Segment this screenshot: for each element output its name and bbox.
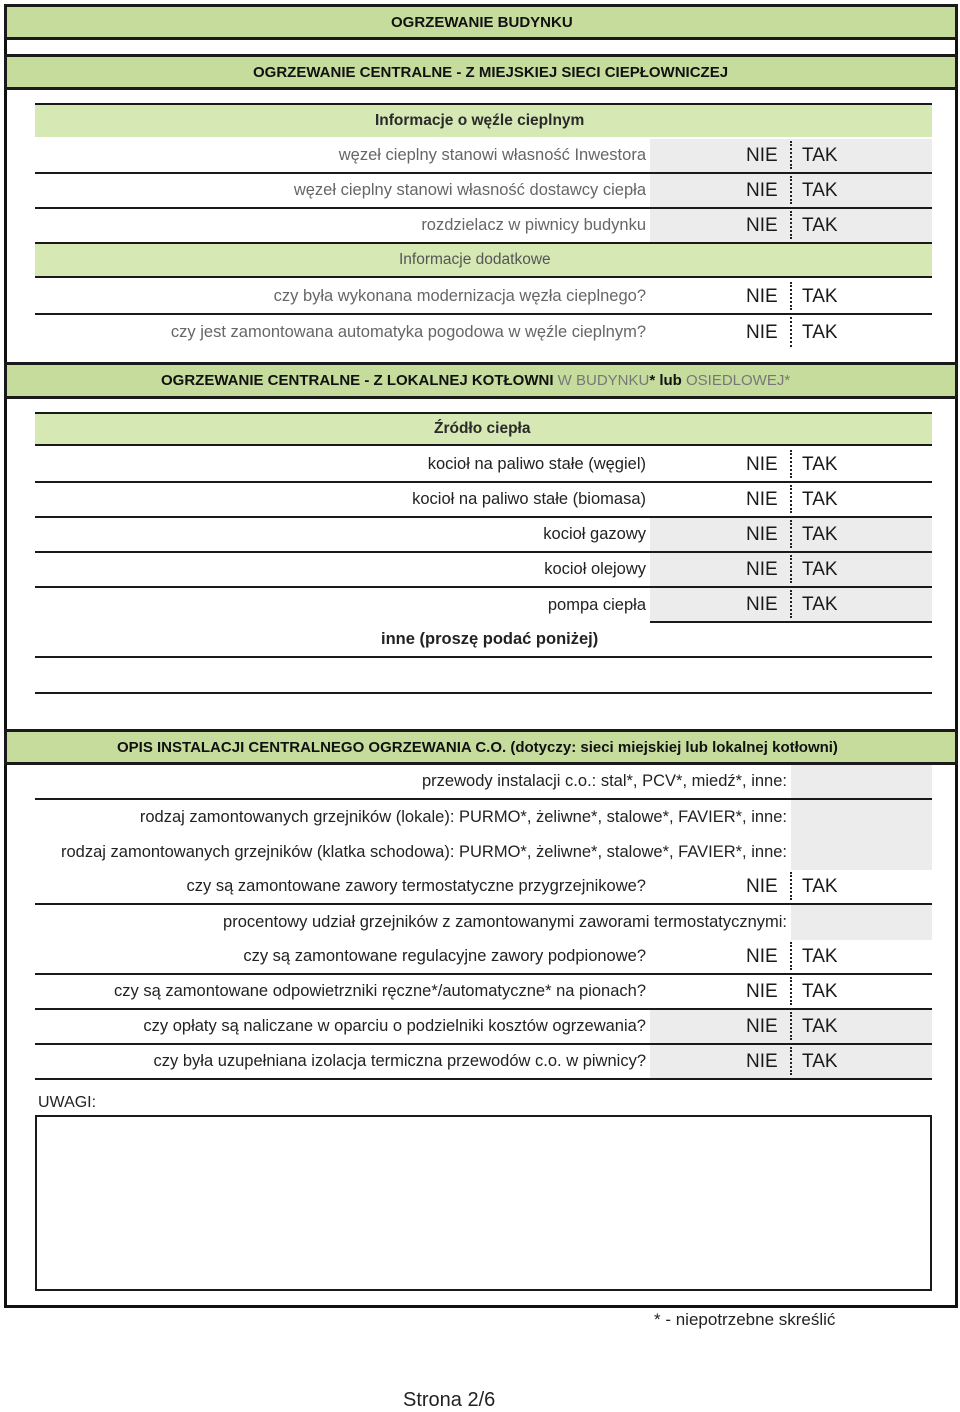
option-no[interactable]: NIE [746, 453, 778, 475]
yes-no-choice[interactable] [650, 139, 932, 174]
question-label: czy są zamontowane odpowietrzniki ręczne*/automatyczne* na pionach? [35, 975, 650, 1010]
remarks-label: UWAGI: [38, 1094, 97, 1111]
yes-no-choice[interactable] [650, 1010, 932, 1045]
question-label: czy była uzupełniana izolacja termiczna przewodów c.o. w piwnicy? [35, 1045, 650, 1080]
option-no[interactable]: NIE [746, 523, 778, 545]
yes-no-choice[interactable] [650, 174, 932, 209]
heat-source-label: kocioł na paliwo stałe (biomasa) [35, 483, 650, 518]
question-label: czy są zamontowane zawory termostatyczne przygrzejnikowe? [35, 870, 650, 905]
option-no[interactable]: NIE [746, 1015, 778, 1037]
question-label: węzeł cieplny stanowi własność dostawcy ciepła [35, 174, 650, 209]
other-source-input[interactable] [35, 660, 932, 694]
section-installation-title: OPIS INSTALACJI CENTRALNEGO OGRZEWANIA C.O. (dotyczy: sieci miejskiej lub lokalnej kotłowni) [117, 738, 838, 756]
heat-source-label: pompa ciepła [547, 596, 646, 614]
option-no[interactable]: NIE [746, 558, 778, 580]
option-yes[interactable]: TAK [802, 980, 838, 1002]
section-city-heating-header [4, 54, 958, 90]
yes-no-choice[interactable] [650, 315, 932, 350]
heat-source-header [35, 412, 932, 446]
section-local-boiler-title: OGRZEWANIE CENTRALNE - Z LOKALNEJ KOTŁOWNI W BUDYNKU* lub OSIEDLOWEJ* [161, 372, 791, 389]
option-no[interactable]: NIE [746, 214, 778, 236]
option-yes[interactable]: TAK [802, 321, 838, 343]
additional-info-header [35, 244, 932, 278]
heat-source-label: kocioł na paliwo stałe (węgiel) [35, 448, 650, 483]
yes-no-choice[interactable] [650, 1045, 932, 1080]
option-yes[interactable]: TAK [802, 558, 838, 580]
option-yes[interactable]: TAK [802, 179, 838, 201]
heat-node-info-header [35, 103, 932, 137]
section-installation-header [4, 729, 958, 765]
yes-no-choice[interactable] [650, 588, 932, 623]
question-label: czy opłaty są naliczane w oparciu o podzielniki kosztów ogrzewania? [35, 1010, 650, 1045]
valves-percent-input[interactable] [791, 905, 932, 940]
question-label: rozdzielacz w piwnicy budynku [35, 209, 650, 244]
option-no[interactable]: NIE [746, 285, 778, 307]
option-no[interactable]: NIE [746, 593, 778, 615]
section-local-boiler-header [4, 362, 958, 399]
yes-no-choice[interactable] [650, 518, 932, 553]
remarks-textarea[interactable] [35, 1115, 932, 1291]
yes-no-choice[interactable] [650, 209, 932, 244]
page-title: OGRZEWANIE BUDYNKU [391, 13, 573, 31]
option-yes[interactable]: TAK [802, 1050, 838, 1072]
option-no[interactable]: NIE [746, 179, 778, 201]
yes-no-choice[interactable] [650, 280, 932, 315]
option-no[interactable]: NIE [746, 945, 778, 967]
heat-node-info-title: Informacje o węźle cieplnym [375, 112, 585, 129]
option-no[interactable]: NIE [746, 488, 778, 510]
option-no[interactable]: NIE [746, 1050, 778, 1072]
radiators-stairs-input[interactable] [791, 835, 932, 870]
yes-no-choice[interactable] [650, 483, 932, 518]
option-yes[interactable]: TAK [802, 523, 838, 545]
yes-no-choice[interactable] [650, 870, 932, 905]
valves-percent-label: procentowy udział grzejników z zamontowanymi zaworami termostatycznymi: [223, 913, 787, 931]
option-yes[interactable]: TAK [802, 488, 838, 510]
heat-source-label: kocioł gazowy [35, 518, 650, 553]
radiators-stairs-label: rodzaj zamontowanych grzejników (klatka schodowa): PURMO*, żeliwne*, stalowe*, FAVIER*, inne: [61, 843, 787, 861]
footnote: * - niepotrzebne skreślić [654, 1310, 836, 1329]
option-yes[interactable]: TAK [802, 1015, 838, 1037]
option-no[interactable]: NIE [746, 321, 778, 343]
heat-source-label: kocioł olejowy [35, 553, 650, 588]
other-source-label: inne (proszę podać poniżej) [35, 623, 932, 658]
option-yes[interactable]: TAK [802, 945, 838, 967]
option-yes[interactable]: TAK [802, 285, 838, 307]
option-no[interactable]: NIE [746, 980, 778, 1002]
option-yes[interactable]: TAK [802, 214, 838, 236]
option-yes[interactable]: TAK [802, 453, 838, 475]
pipes-input[interactable] [791, 765, 932, 800]
question-label: czy była wykonana modernizacja węzła cieplnego? [35, 280, 650, 315]
option-yes[interactable]: TAK [802, 144, 838, 166]
radiators-units-input[interactable] [791, 800, 932, 835]
question-label: węzeł cieplny stanowi własność Inwestora [35, 139, 650, 174]
heat-source-title: Źródło ciepła [434, 420, 531, 437]
option-no[interactable]: NIE [746, 144, 778, 166]
yes-no-choice[interactable] [650, 448, 932, 483]
option-no[interactable]: NIE [746, 875, 778, 897]
question-label: czy jest zamontowana automatyka pogodowa w węźle cieplnym? [170, 323, 646, 341]
option-yes[interactable]: TAK [802, 593, 838, 615]
pipes-label: przewody instalacji c.o.: stal*, PCV*, miedź*, inne: [35, 765, 791, 800]
yes-no-choice[interactable] [650, 940, 932, 975]
section-city-heating-title: OGRZEWANIE CENTRALNE - Z MIEJSKIEJ SIECI CIEPŁOWNICZEJ [253, 63, 729, 81]
additional-info-title: Informacje dodatkowe [399, 251, 551, 268]
question-label: czy są zamontowane regulacyjne zawory podpionowe? [35, 940, 650, 975]
yes-no-choice[interactable] [650, 975, 932, 1010]
yes-no-choice[interactable] [650, 553, 932, 588]
page-title-band [4, 4, 958, 40]
radiators-units-label: rodzaj zamontowanych grzejników (lokale): PURMO*, żeliwne*, stalowe*, FAVIER*, inne: [139, 808, 787, 826]
page-number: Strona 2/6 [403, 1389, 496, 1411]
option-yes[interactable]: TAK [802, 875, 838, 897]
